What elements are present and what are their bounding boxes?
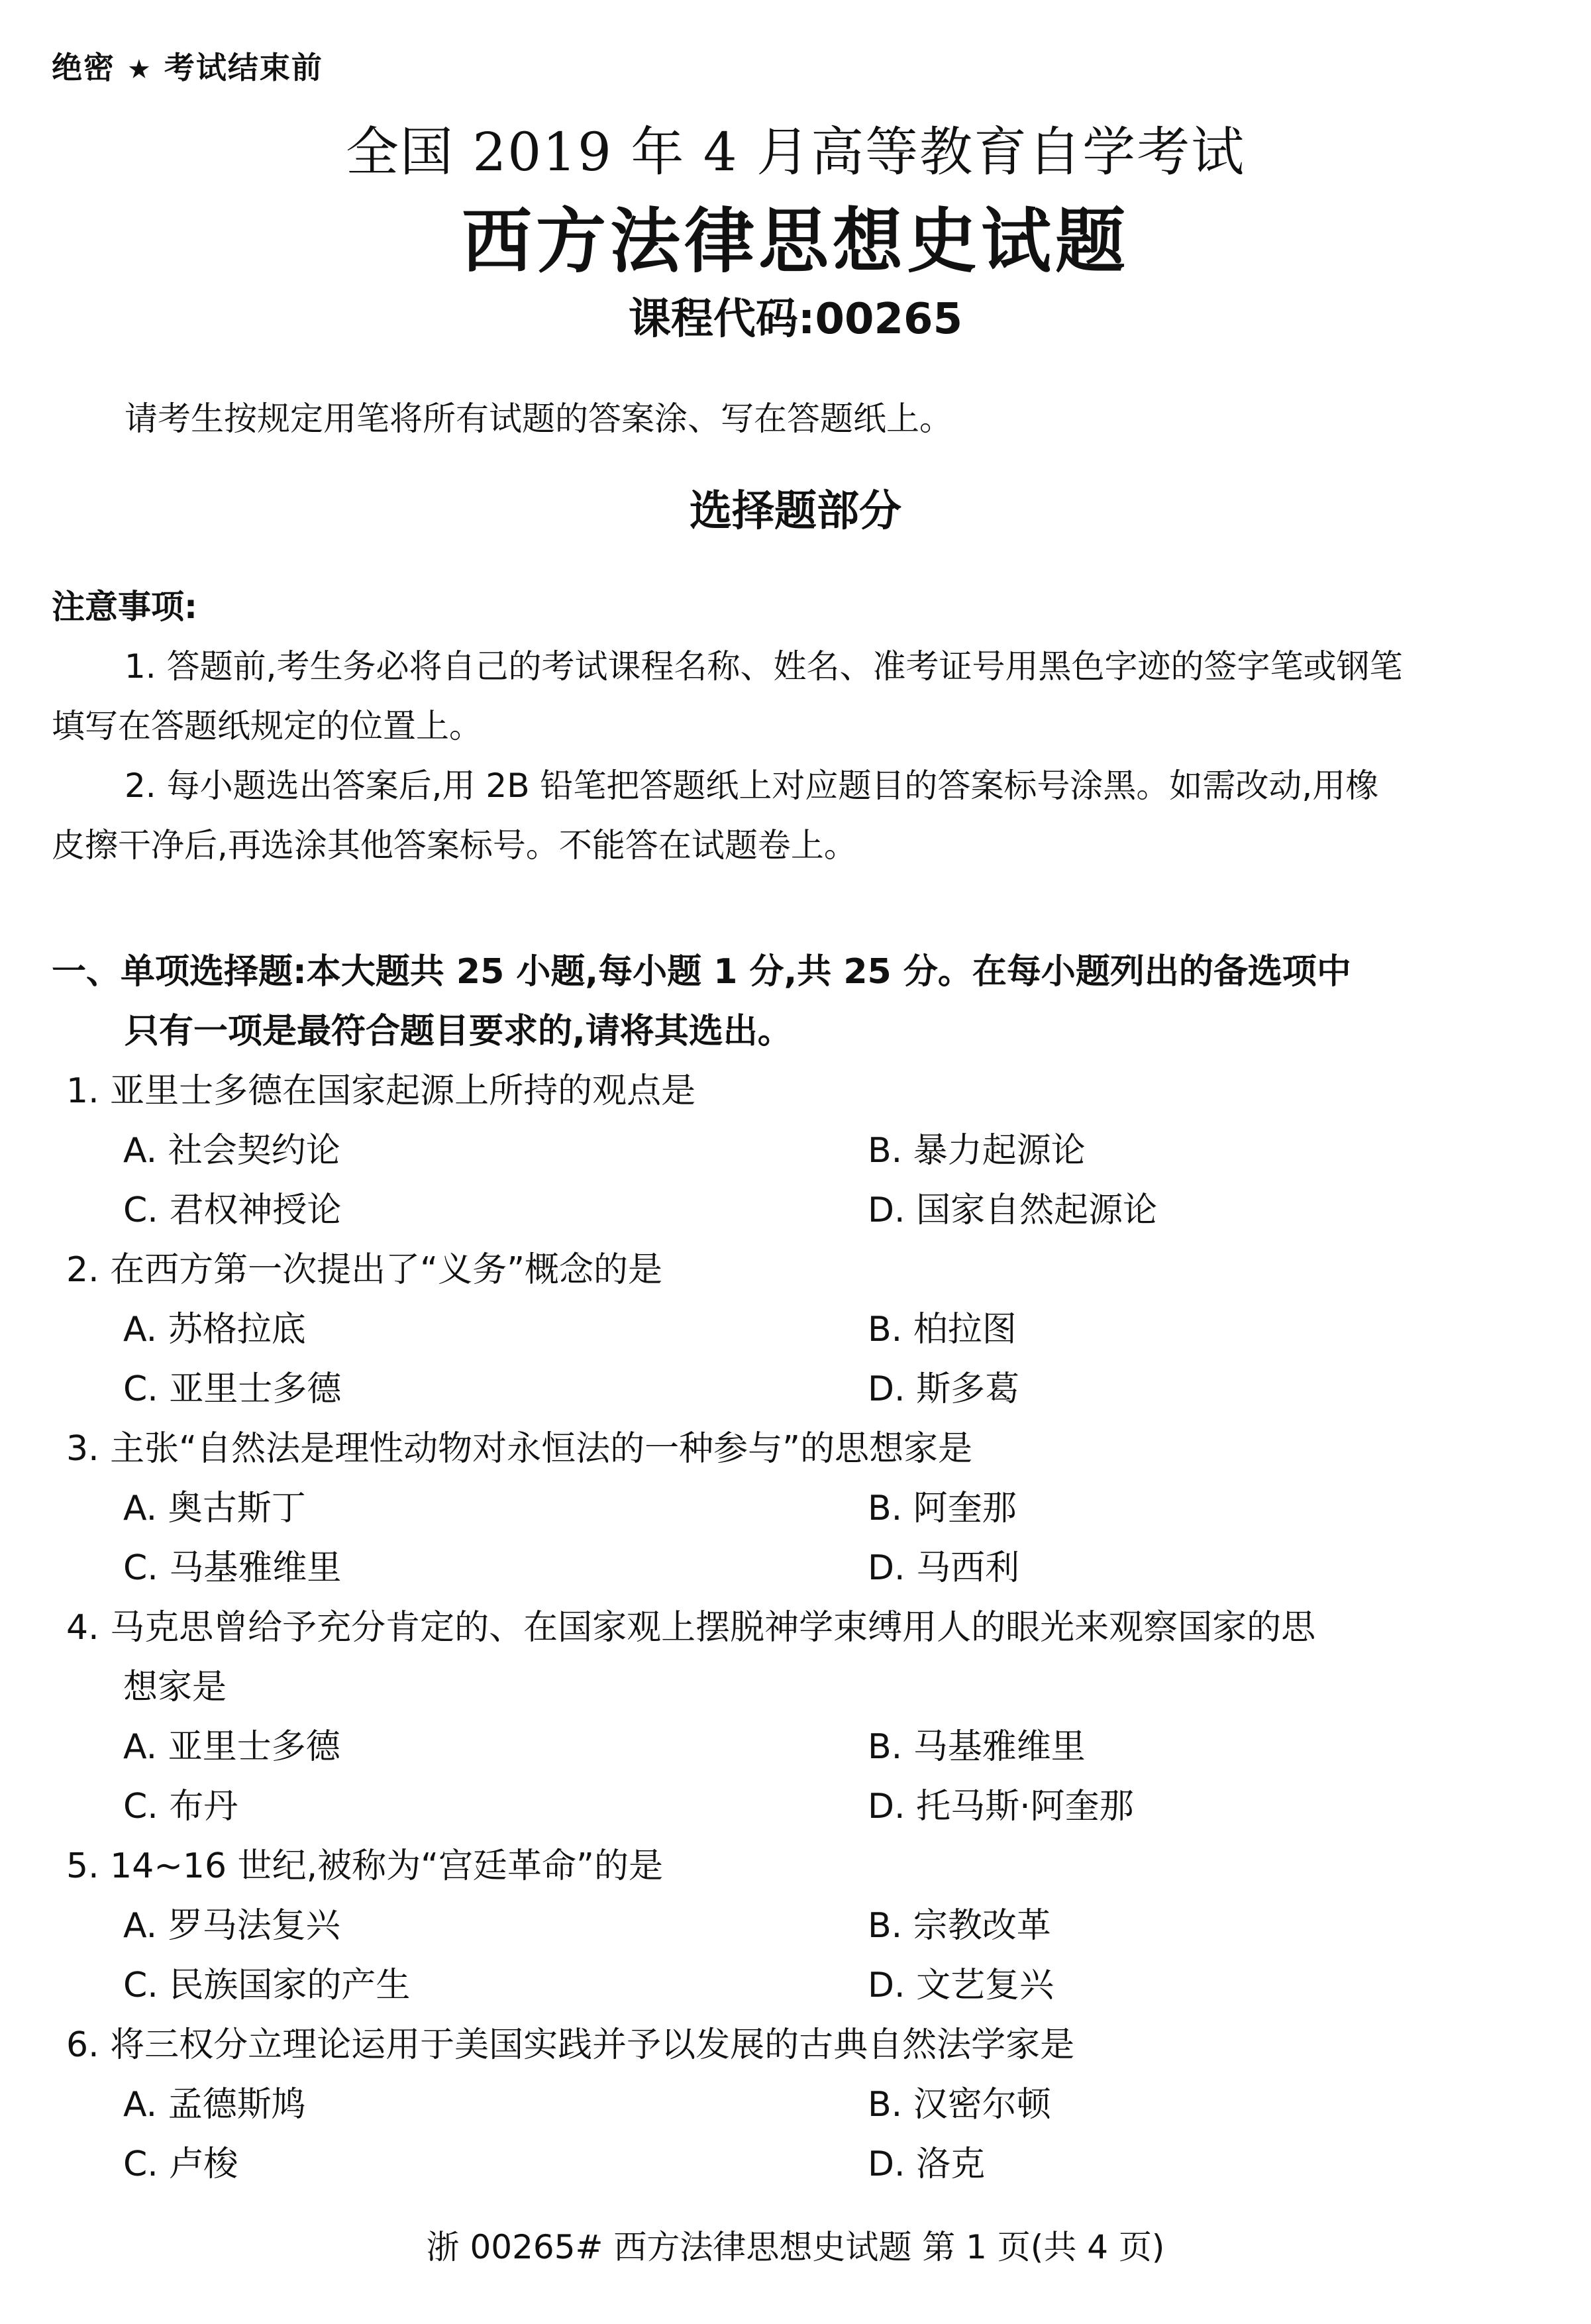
- instruction: 请考生按规定用笔将所有试题的答案涂、写在答题纸上。: [125, 399, 952, 438]
- question-4: [66, 1599, 1315, 1649]
- q5-option-c: C. 民族国家的产生: [123, 1966, 411, 2005]
- question-text: 马克思曾给予充分肯定的、在国家观上摆脱神学束缚用人的眼光来观察国家的思: [110, 1608, 1316, 1648]
- question-number: 5.: [66, 1846, 99, 1886]
- q1-option-a: A. 社会契约论: [123, 1131, 340, 1171]
- q5-option-a: A. 罗马法复兴: [123, 1906, 340, 1946]
- q2-option-c: C. 亚里士多德: [123, 1369, 342, 1409]
- notes-title: 注意事项:: [52, 588, 197, 626]
- course-code: 课程代码:00265: [628, 295, 963, 344]
- secret-suffix: 考试结束前: [164, 50, 323, 85]
- q1-option-b: B. 暴力起源论: [868, 1131, 1086, 1171]
- note-2-line1: 2. 每小题选出答案后,用 2B 铅笔把答题纸上对应题目的答案标号涂黑。如需改动,用橡: [125, 766, 1379, 805]
- note-2-line2: 皮擦干净后,再选涂其他答案标号。不能答在试题卷上。: [52, 826, 857, 865]
- q3-option-d: D. 马西利: [868, 1548, 1020, 1588]
- question-text: 亚里士多德在国家起源上所持的观点是: [110, 1071, 696, 1111]
- star-icon: ★: [127, 54, 152, 85]
- q6-option-d: D. 洛克: [868, 2144, 986, 2184]
- question-number: 6.: [66, 2025, 99, 2065]
- section-title: 选择题部分: [690, 487, 901, 536]
- q4-option-a: A. 亚里士多德: [123, 1727, 340, 1767]
- confidential-label: [52, 44, 323, 87]
- question-4-line2: 想家是: [123, 1667, 227, 1707]
- question-text: 14~16 世纪,被称为“宫廷革命”的是: [110, 1846, 664, 1886]
- paper-title: 西方法律思想史试题: [462, 201, 1129, 282]
- q6-option-c: C. 卢梭: [123, 2144, 238, 2184]
- question-text: 主张“自然法是理性动物对永恒法的一种参与”的思想家是: [110, 1429, 973, 1469]
- page-footer: 浙 00265# 西方法律思想史试题 第 1 页(共 4 页): [426, 2228, 1165, 2266]
- secret-text: 绝密: [52, 50, 115, 85]
- q5-option-d: D. 文艺复兴: [868, 1966, 1054, 2005]
- q2-option-b: B. 柏拉图: [868, 1310, 1017, 1349]
- question-text: 将三权分立理论运用于美国实践并予以发展的古典自然法学家是: [110, 2025, 1075, 2065]
- q2-option-a: A. 苏格拉底: [123, 1310, 306, 1349]
- q4-option-d: D. 托马斯·阿奎那: [868, 1787, 1134, 1826]
- question-number: 3.: [66, 1429, 99, 1469]
- question-number: 4.: [66, 1608, 99, 1648]
- question-text: 在西方第一次提出了“义务”概念的是: [110, 1250, 663, 1290]
- part1-title-line1: 一、单项选择题:本大题共 25 小题,每小题 1 分,共 25 分。在每小题列出的备选项中: [52, 952, 1351, 992]
- q4-option-c: C. 布丹: [123, 1787, 238, 1826]
- q1-option-d: D. 国家自然起源论: [868, 1190, 1158, 1230]
- question-5: [66, 1838, 663, 1887]
- question-1: [66, 1063, 695, 1112]
- q3-option-a: A. 奥古斯丁: [123, 1489, 306, 1528]
- question-number: 2.: [66, 1250, 99, 1290]
- exam-title: 全国 2019 年 4 月高等教育自学考试: [345, 121, 1246, 183]
- q6-option-b: B. 汉密尔顿: [868, 2085, 1051, 2125]
- question-3: [66, 1420, 972, 1470]
- note-1-line2: 填写在答题纸规定的位置上。: [52, 707, 482, 745]
- question-number: 1.: [66, 1071, 99, 1111]
- q5-option-b: B. 宗教改革: [868, 1906, 1051, 1946]
- question-2: [66, 1241, 662, 1291]
- q2-option-d: D. 斯多葛: [868, 1369, 1020, 1409]
- q4-option-b: B. 马基雅维里: [868, 1727, 1086, 1767]
- q6-option-a: A. 孟德斯鸠: [123, 2085, 306, 2125]
- q1-option-c: C. 君权神授论: [123, 1190, 342, 1230]
- question-6: [66, 2017, 1074, 2066]
- note-1-line1: 1. 答题前,考生务必将自己的考试课程名称、姓名、准考证号用黑色字迹的签字笔或钢笔: [125, 647, 1403, 686]
- part1-title-line2: 只有一项是最符合题目要求的,请将其选出。: [125, 1012, 792, 1051]
- q3-option-b: B. 阿奎那: [868, 1489, 1017, 1528]
- q3-option-c: C. 马基雅维里: [123, 1548, 342, 1588]
